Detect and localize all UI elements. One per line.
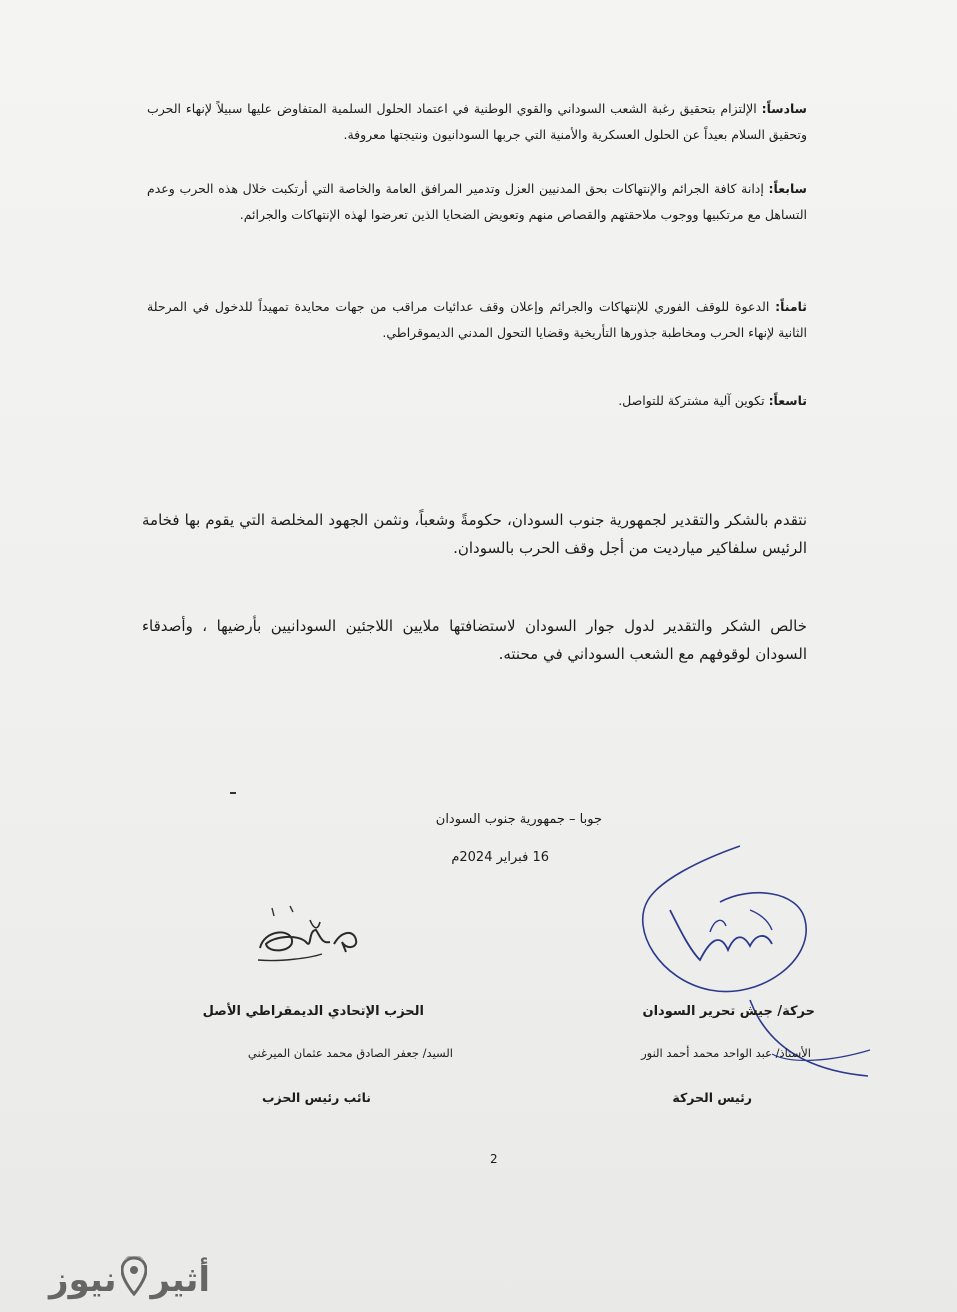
thanks-south-sudan: نتقدم بالشكر والتقدير لجمهورية جنوب السودان، حكومةً وشعباً، ونثمن الجهود المخلصة التي يقوم بها فخامة الرئيس سلفاكير ميارديت من أجل وقف الحرب بالسودان. bbox=[142, 511, 807, 557]
clause-text: تكوين آلية مشتركة للتواصل. bbox=[618, 393, 765, 408]
clause-label: سابعاً: bbox=[768, 181, 807, 196]
clause-label: ثامناً: bbox=[775, 299, 807, 314]
right-signatory-org: حركة/ جيش تحرير السودان bbox=[642, 1004, 815, 1019]
page-number: 2 bbox=[490, 1152, 498, 1166]
clause-label: تاسعاً: bbox=[768, 393, 807, 408]
clause-ninth bbox=[147, 388, 807, 414]
clause-label: سادساً: bbox=[761, 101, 807, 116]
left-signatory-name: السيد/ جعفر الصادق محمد عثمان الميرغني bbox=[247, 1046, 453, 1060]
left-signature-icon bbox=[250, 900, 370, 970]
right-signatory-name: الأستاذ/ عبد الواحد محمد أحمد النور bbox=[641, 1046, 811, 1060]
clause-seventh bbox=[147, 176, 807, 228]
clause-text: إدانة كافة الجرائم والإنتهاكات بحق المدنيين العزل وتدمير المرافق العامة والخاصة التي أرتكبت خلال هذه الحرب وعدم التساهل مع مرتكبيها ووجوب ملاحقتهم والقصاص منهم وتعويض الضحايا الذين تعرضوا لهذه الإنتهاكات والجرائم. bbox=[147, 181, 807, 222]
date-line: 16 فبراير 2024م bbox=[451, 850, 549, 865]
right-signatory-role: رئيس الحركة bbox=[672, 1090, 752, 1105]
watermark-logo bbox=[10, 1252, 210, 1308]
clause-text: الإلتزام بتحقيق رغبة الشعب السوداني والقوي الوطنية في اعتماد الحلول السلمية المتفاوض عليها سبيلاً لإنهاء الحرب وتحقيق السلام بعيداً عن الحلول العسكرية والأمنية التي جربها السودانيون ونتيجتها معروفة. bbox=[147, 101, 807, 142]
thanks-neighbors: خالص الشكر والتقدير لدول جوار السودان لاستضافتها ملايين اللاجئين السودانيين بأرضيها ، وأصدقاء السودان لوقوفهم مع الشعب السوداني في محنته. bbox=[142, 617, 807, 663]
place-line: جوبا – جمهورية جنوب السودان bbox=[435, 812, 602, 827]
ink-dot bbox=[230, 792, 236, 794]
left-signatory-role: نائب رئيس الحزب bbox=[261, 1090, 371, 1105]
watermark-text-left: نيوز bbox=[49, 1260, 117, 1300]
clause-text: الدعوة للوقف الفوري للإنتهاكات والجرائم وإعلان وقف عدائيات مراقب من جهات محايدة تمهيداً للدخول في المرحلة الثانية لإنهاء الحرب ومخاطبة جذورها التأريخية وقضايا التحول المدني الديموقراطي. bbox=[147, 299, 807, 340]
left-signatory-org: الحزب الإتحادي الديمقراطي الأصل bbox=[202, 1004, 424, 1019]
location-pin-icon bbox=[121, 1256, 147, 1305]
watermark-text-right: أثير bbox=[150, 1260, 210, 1300]
right-signature-icon bbox=[600, 840, 880, 1100]
clause-sixth bbox=[147, 96, 807, 148]
clause-eighth bbox=[147, 294, 807, 346]
